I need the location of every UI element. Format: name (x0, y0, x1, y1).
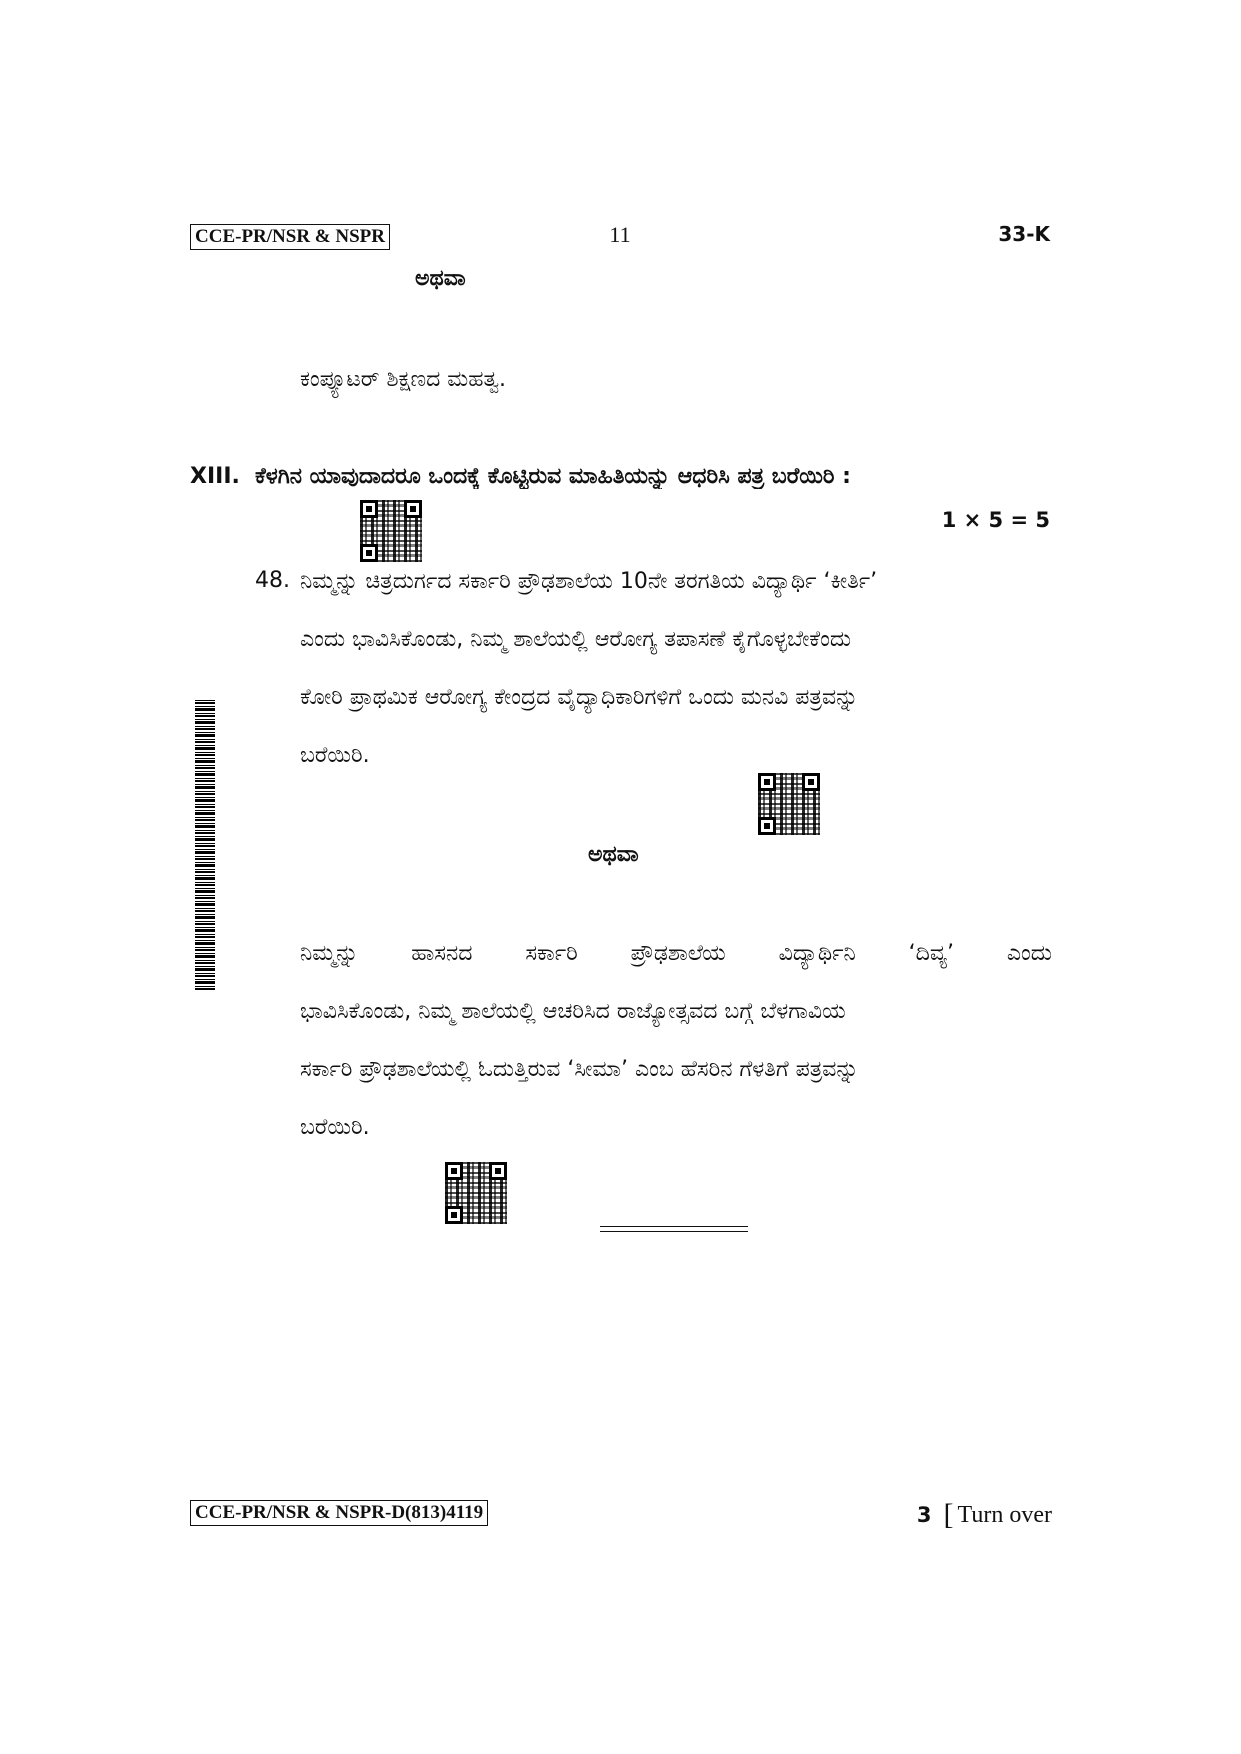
section-marks: 1 × 5 = 5 (941, 508, 1050, 532)
question-line: ಎಂದು ಭಾವಿಸಿಕೊಂಡು, ನಿಮ್ಮ ಶಾಲೆಯಲ್ಲಿ ಆರೋಗ್ಯ ತಪಾಸಣೆ ಕೈಗೊಳ್ಳಬೇಕೆಂದು (300, 627, 852, 652)
question-alt-line: ನಿಮ್ಮನ್ನು ಹಾಸನದ ಸರ್ಕಾರಿ ಪ್ರೌಢಶಾಲೆಯ ವಿದ್ಯಾರ್ಥಿನಿ ‘ದಿವ್ಯ’ ಎಂದು (300, 941, 1052, 966)
end-rule (600, 1231, 748, 1232)
qr-code-icon (758, 773, 820, 835)
question-alt-line: ಸರ್ಕಾರಿ ಪ್ರೌಢಶಾಲೆಯಲ್ಲಿ ಓದುತ್ತಿರುವ ‘ಸೀಮಾ’ ಎಂಬ ಹೆಸರಿನ ಗೆಳತಿಗೆ ಪತ್ರವನ್ನು (300, 1057, 859, 1082)
header-paper-code: CCE-PR/NSR & NSPR (190, 224, 390, 250)
question-line: ನಿಮ್ಮನ್ನು ಚಿತ್ರದುರ್ಗದ ಸರ್ಕಾರಿ ಪ್ರೌಢಶಾಲೆಯ 10ನೇ ತರಗತಿಯ ವಿದ್ಯಾರ್ಥಿ ‘ಕೀರ್ತಿ’ (300, 569, 878, 594)
section-instruction: ಕೆಳಗಿನ ಯಾವುದಾದರೂ ಒಂದಕ್ಕೆ ಕೊಟ್ಟಿರುವ ಮಾಹಿತಿಯನ್ನು ಆಧರಿಸಿ ಪತ್ರ ಬರೆಯಿರಿ : (255, 464, 851, 489)
footer-turn-over (880, 1496, 1052, 1530)
question-48-text (300, 553, 1052, 785)
header-subject-code: 33-K (998, 222, 1050, 246)
footer-page-number: 3 (916, 1503, 932, 1527)
end-rule (600, 1226, 748, 1227)
question-number: 48. (255, 568, 290, 593)
essay-topic-alt: ಕಂಪ್ಯೂಟರ್ ಶಿಕ್ಷಣದ ಮಹತ್ವ. (300, 367, 507, 392)
section-roman-numeral: XIII. (190, 464, 240, 489)
qr-code-icon (445, 1162, 507, 1224)
footer-bracket: [ (943, 1498, 954, 1531)
or-label-top: ಅಥವಾ (415, 266, 466, 291)
or-label-middle: ಅಥವಾ (588, 842, 639, 867)
question-48-alt-text (300, 925, 1052, 1157)
question-alt-line: ಭಾವಿಸಿಕೊಂಡು, ನಿಮ್ಮ ಶಾಲೆಯಲ್ಲಿ ಆಚರಿಸಿದ ರಾಜ್ಯೋತ್ಸವದ ಬಗ್ಗೆ ಬೆಳಗಾವಿಯ (300, 999, 846, 1024)
question-line: ಬರೆಯಿರಿ. (300, 743, 370, 768)
header-page-number: 11 (609, 222, 631, 247)
turn-over-text: Turn over (957, 1502, 1052, 1528)
question-alt-line: ಬರೆಯಿರಿ. (300, 1115, 370, 1140)
barcode-icon (195, 700, 215, 990)
footer-paper-code: CCE-PR/NSR & NSPR-D(813)4119 (190, 1500, 488, 1526)
question-line: ಕೋರಿ ಪ್ರಾಥಮಿಕ ಆರೋಗ್ಯ ಕೇಂದ್ರದ ವೈದ್ಯಾಧಿಕಾರಿಗಳಿಗೆ ಒಂದು ಮನವಿ ಪತ್ರವನ್ನು (300, 685, 859, 710)
